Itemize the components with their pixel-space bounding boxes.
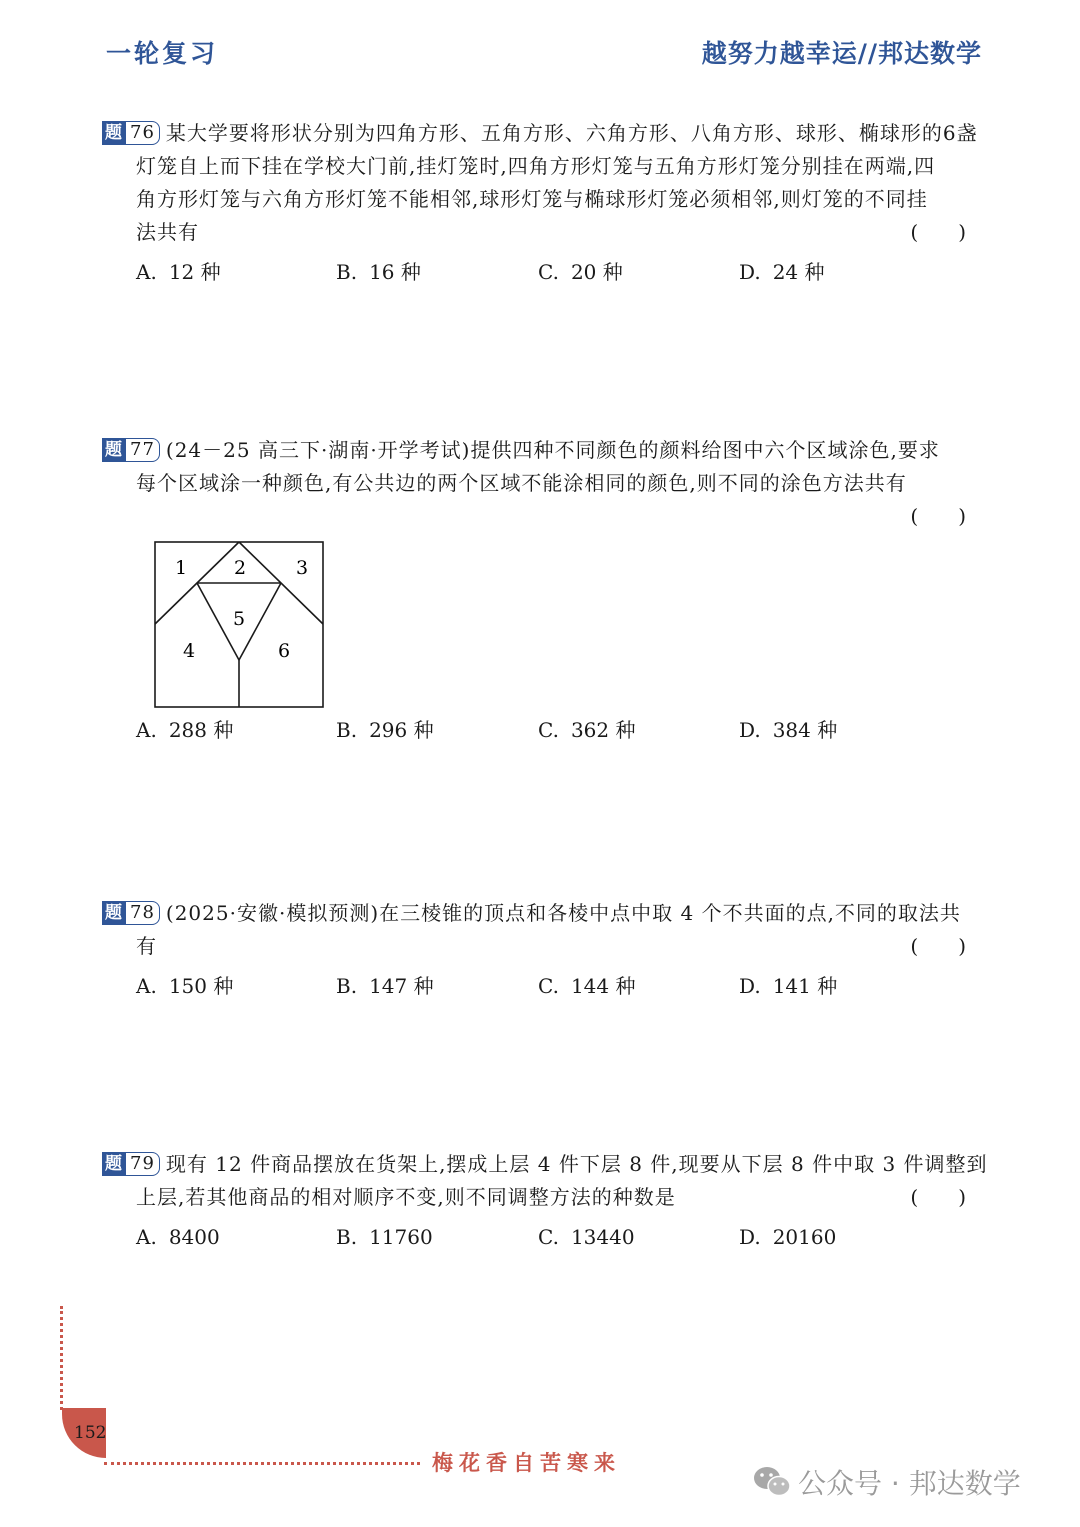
region-label-5: 5 (232, 608, 246, 630)
footer-dotted-border-horizontal (104, 1462, 420, 1465)
option-c (504, 1220, 635, 1254)
question-number-tag (102, 1152, 160, 1176)
option-c (504, 255, 623, 289)
option-d (705, 1220, 836, 1254)
question-78 (102, 897, 974, 1003)
region-label-3: 3 (295, 557, 309, 579)
option-text: 12 种 (168, 260, 221, 284)
region-label-1: 1 (174, 557, 188, 579)
question-line (102, 930, 974, 963)
figure-line (239, 583, 281, 660)
question-line: 灯笼自上而下挂在学校大门前,挂灯笼时,四角方形灯笼与五角方形灯笼分别挂在两端,四 (136, 154, 936, 178)
question-77 (102, 434, 974, 528)
question-line: 每个区域涂一种颜色,有公共边的两个区域不能涂相同的颜色,则不同的涂色方法共有 (136, 471, 907, 495)
option-text: 13440 (570, 1225, 635, 1249)
option-a (102, 255, 221, 289)
option-letter: B. (336, 718, 358, 742)
option-text: 288 种 (168, 718, 234, 742)
question-tag-label: 题 (102, 121, 126, 145)
question-line: 角方形灯笼与六角方形灯笼不能相邻,球形灯笼与椭球形灯笼必须相邻,则灯笼的不同挂 (136, 187, 928, 211)
question-text: 某大学要将形状分别为四角方形、五角方形、六角方形、八角方形、球形、椭球形的6盏 (165, 121, 978, 145)
option-text: 144 种 (570, 974, 636, 998)
answer-blank: ( ) (910, 504, 966, 528)
question-line (102, 117, 978, 150)
answer-blank: ( ) (910, 934, 966, 958)
header-slogan: 越努力越幸运//邦达数学 (701, 39, 982, 68)
header-section-title: 一轮复习 (106, 39, 219, 68)
question-line (102, 1181, 974, 1214)
option-text: 296 种 (369, 718, 434, 742)
option-c (504, 969, 635, 1003)
question-number-tag (102, 121, 160, 145)
option-b (302, 255, 421, 289)
question-tag-label: 题 (102, 438, 126, 462)
question-text: 上层,若其他商品的相对顺序不变,则不同调整方法的种数是 (136, 1185, 676, 1209)
option-text: 24 种 (772, 260, 825, 284)
option-text: 20 种 (570, 260, 623, 284)
watermark (752, 1462, 1021, 1506)
option-text: 384 种 (772, 718, 838, 742)
option-letter: C. (538, 1225, 559, 1249)
footer-dotted-border-vertical (60, 1306, 63, 1410)
question-text: (2025·安徽·模拟预测)在三棱锥的顶点和各棱中点中取 4 个不共面的点,不同的取法共 (165, 901, 961, 925)
region-label-2: 2 (233, 557, 247, 579)
option-d (705, 255, 825, 289)
answer-blank: ( ) (910, 220, 966, 244)
option-b (302, 713, 434, 747)
question-text: 法共有 (136, 220, 199, 244)
question-text: 有 (136, 934, 157, 958)
options-row (102, 1220, 974, 1254)
wechat-icon (752, 1465, 792, 1506)
question-76 (102, 117, 978, 289)
page-number: 152 (74, 1423, 107, 1443)
options-row (102, 969, 974, 1003)
question-line (102, 216, 974, 249)
watermark-text: 公众号 · 邦达数学 (798, 1467, 1021, 1500)
option-letter: D. (739, 718, 761, 742)
question-number-tag (102, 438, 160, 462)
option-letter: C. (538, 718, 559, 742)
question-line (102, 1148, 988, 1181)
question-line (102, 434, 974, 467)
option-text: 20160 (772, 1225, 837, 1249)
option-text: 141 种 (772, 974, 838, 998)
option-letter: C. (538, 974, 559, 998)
question-tag-number: 77 (126, 438, 160, 462)
region-coloring-figure (153, 540, 325, 710)
option-b (302, 969, 434, 1003)
question-79 (102, 1148, 988, 1254)
options-row (102, 255, 974, 289)
question-tag-number: 76 (126, 121, 160, 145)
region-label-6: 6 (277, 640, 291, 662)
option-a (102, 969, 233, 1003)
footer-motto: 梅花香自苦寒来 (432, 1450, 621, 1475)
question-tag-number: 79 (126, 1152, 160, 1176)
option-text: 8400 (168, 1225, 220, 1249)
option-letter: A. (136, 718, 157, 742)
question-number-tag (102, 901, 160, 925)
option-letter: D. (739, 1225, 761, 1249)
option-letter: B. (336, 974, 358, 998)
option-letter: D. (739, 974, 761, 998)
option-letter: D. (739, 260, 761, 284)
options-row (102, 713, 974, 747)
option-a (102, 713, 233, 747)
option-letter: B. (336, 260, 358, 284)
option-text: 147 种 (369, 974, 434, 998)
question-text: (24－25 高三下·湖南·开学考试)提供四种不同颜色的颜料给图中六个区域涂色,要求 (165, 438, 940, 462)
question-tag-number: 78 (126, 901, 160, 925)
question-line (102, 897, 974, 930)
question-tag-label: 题 (102, 901, 126, 925)
option-text: 11760 (369, 1225, 433, 1249)
option-b (302, 1220, 433, 1254)
option-text: 16 种 (369, 260, 421, 284)
option-a (102, 1220, 220, 1254)
region-label-4: 4 (182, 640, 196, 662)
option-letter: A. (136, 260, 157, 284)
question-77-options (102, 713, 974, 747)
answer-blank: ( ) (910, 1185, 966, 1209)
option-letter: C. (538, 260, 559, 284)
option-letter: B. (336, 1225, 358, 1249)
question-text: 现有 12 件商品摆放在货架上,摆成上层 4 件下层 8 件,现要从下层 8 件中取 3 件调整到 (165, 1152, 988, 1176)
option-text: 150 种 (168, 974, 234, 998)
option-letter: A. (136, 974, 157, 998)
option-letter: A. (136, 1225, 157, 1249)
option-d (705, 713, 837, 747)
option-text: 362 种 (570, 718, 636, 742)
question-tag-label: 题 (102, 1152, 126, 1176)
option-d (705, 969, 837, 1003)
option-c (504, 713, 635, 747)
